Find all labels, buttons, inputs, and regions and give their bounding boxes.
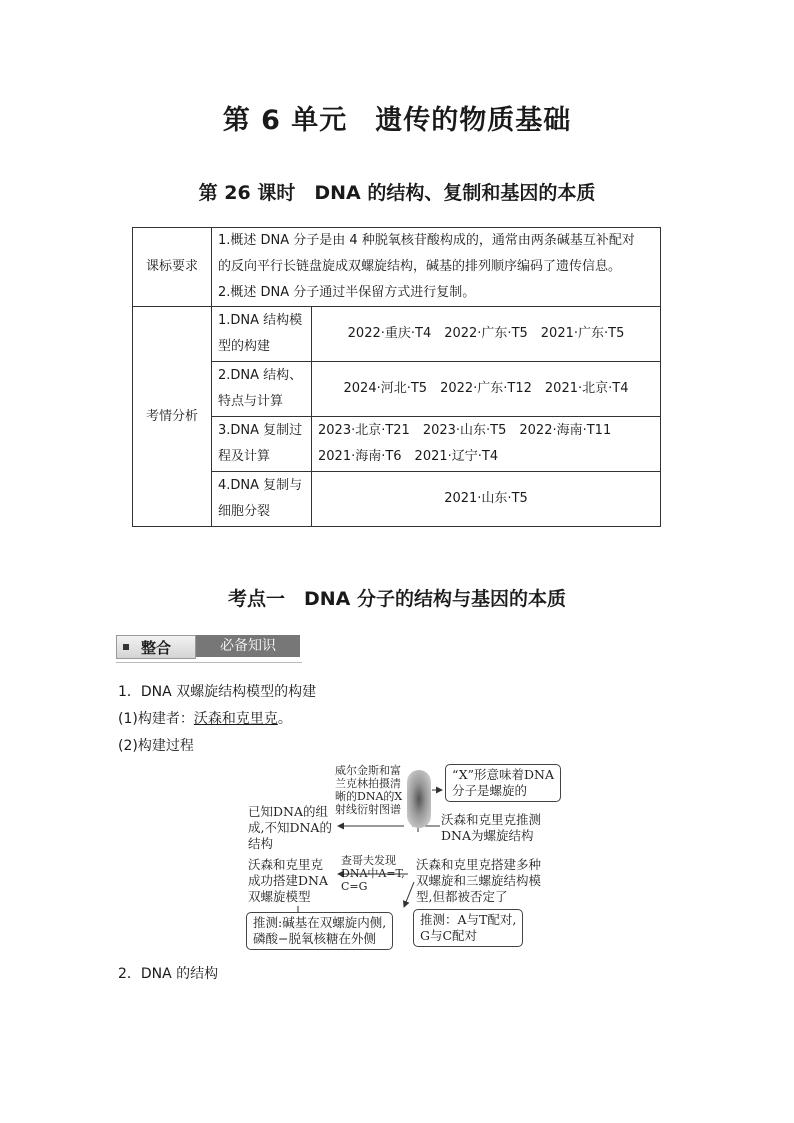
multi-models-line: 沃森和克里克搭建多种 xyxy=(416,857,542,872)
success-line: 沃森和克里克 xyxy=(248,857,324,872)
topic-line: 细胞分裂 xyxy=(218,504,271,519)
x-shape-line: “X”形意味着DNA xyxy=(452,767,555,782)
exam-line: 2024·河北·T5 2022·广东·T12 2021·北京·T4 xyxy=(343,381,629,396)
topic-line: 型的构建 xyxy=(218,339,271,354)
exam-line: 2021·山东·T5 xyxy=(444,491,528,506)
success-line: 成功搭建DNA xyxy=(248,873,328,888)
known-note xyxy=(248,804,332,852)
chargaff-line: C=G xyxy=(341,880,368,893)
standards-line: 的反向平行长链盘旋成双螺旋结构，碱基的排列顺序编码了遗传信息。 xyxy=(218,259,622,274)
known-line: 成,不知DNA的 xyxy=(248,820,332,835)
topic-line: 程及计算 xyxy=(218,449,271,464)
builder-prefix: (1)构建者： xyxy=(118,711,194,727)
exam-line: 2023·北京·T21 2023·山东·T5 2022·海南·T11 xyxy=(318,423,612,438)
chargaff-line: DNA中A=T, xyxy=(341,867,405,880)
banner-knowledge: 必备知识 xyxy=(196,635,300,657)
wilkins-line: 兰克林拍摄清 xyxy=(335,777,401,790)
builder-name: 沃森和克里克 xyxy=(193,711,278,727)
wilkins-line: 射线衍射图谱 xyxy=(335,803,401,816)
inference-line: 磷酸−脱氧核糖在外侧 xyxy=(253,931,376,946)
section2-heading: 2．DNA 的结构 xyxy=(118,966,219,982)
standards-line: 2.概述 DNA 分子通过半保留方式进行复制。 xyxy=(218,285,476,300)
pairing-line: G与C配对 xyxy=(420,928,478,943)
chargaff-line: 查哥夫发现 xyxy=(341,854,396,867)
success-line: 双螺旋模型 xyxy=(248,889,311,904)
chargaff-note xyxy=(341,854,405,893)
helix-guess-line: DNA为螺旋结构 xyxy=(441,828,534,843)
x-shape-box xyxy=(445,764,561,802)
helix-guess-note xyxy=(441,812,541,844)
standards-label: 课标要求 xyxy=(133,228,212,307)
topic-line: 2.DNA 结构、 xyxy=(218,368,303,383)
known-line: 结构 xyxy=(248,836,274,851)
x-shape-line: 分子是螺旋的 xyxy=(452,783,528,798)
exam-line: 2022·重庆·T4 2022·广东·T5 2021·广东·T5 xyxy=(347,326,625,341)
inference-bases-box xyxy=(246,912,393,950)
wilkins-line: 威尔金斯和富 xyxy=(335,764,401,777)
xray-photo-icon xyxy=(407,770,431,828)
section1-heading: 1．DNA 双螺旋结构模型的构建 xyxy=(118,684,317,700)
pairing-box xyxy=(413,909,523,947)
standards-line: 1.概述 DNA 分子是由 4 种脱氧核苷酸构成的，通常由两条碱基互补配对 xyxy=(218,233,635,248)
topic-line: 特点与计算 xyxy=(218,394,284,409)
topic-line: 3.DNA 复制过 xyxy=(218,423,303,438)
wilkins-note xyxy=(335,764,402,816)
inference-line: 推测:碱基在双螺旋内侧, xyxy=(253,915,387,930)
multi-models-note xyxy=(416,857,541,905)
builder-suffix: 。 xyxy=(277,711,292,727)
exam-line: 2021·海南·T6 2021·辽宁·T4 xyxy=(318,449,499,464)
unit-title: 第 6 单元 遗传的物质基础 xyxy=(222,105,572,136)
analysis-label: 考情分析 xyxy=(133,307,212,527)
process-label: (2)构建过程 xyxy=(118,738,194,754)
point-title: 考点一 DNA 分子的结构与基因的本质 xyxy=(228,588,566,610)
topic-line: 1.DNA 结构模 xyxy=(218,313,303,328)
multi-models-line: 型,但都被否定了 xyxy=(416,889,508,904)
known-line: 已知DNA的组 xyxy=(248,804,328,819)
pairing-line: 推测：A与T配对, xyxy=(420,912,517,927)
lesson-title: 第 26 课时 DNA 的结构、复制和基因的本质 xyxy=(198,182,596,204)
helix-guess-line: 沃森和克里克推测 xyxy=(441,812,542,827)
banner-left-label: 整合 xyxy=(141,639,172,657)
success-note xyxy=(248,857,328,905)
multi-models-line: 双螺旋和三螺旋结构模 xyxy=(416,873,542,888)
topic-line: 4.DNA 复制与 xyxy=(218,478,303,493)
wilkins-line: 晰的DNA的X xyxy=(335,790,403,803)
